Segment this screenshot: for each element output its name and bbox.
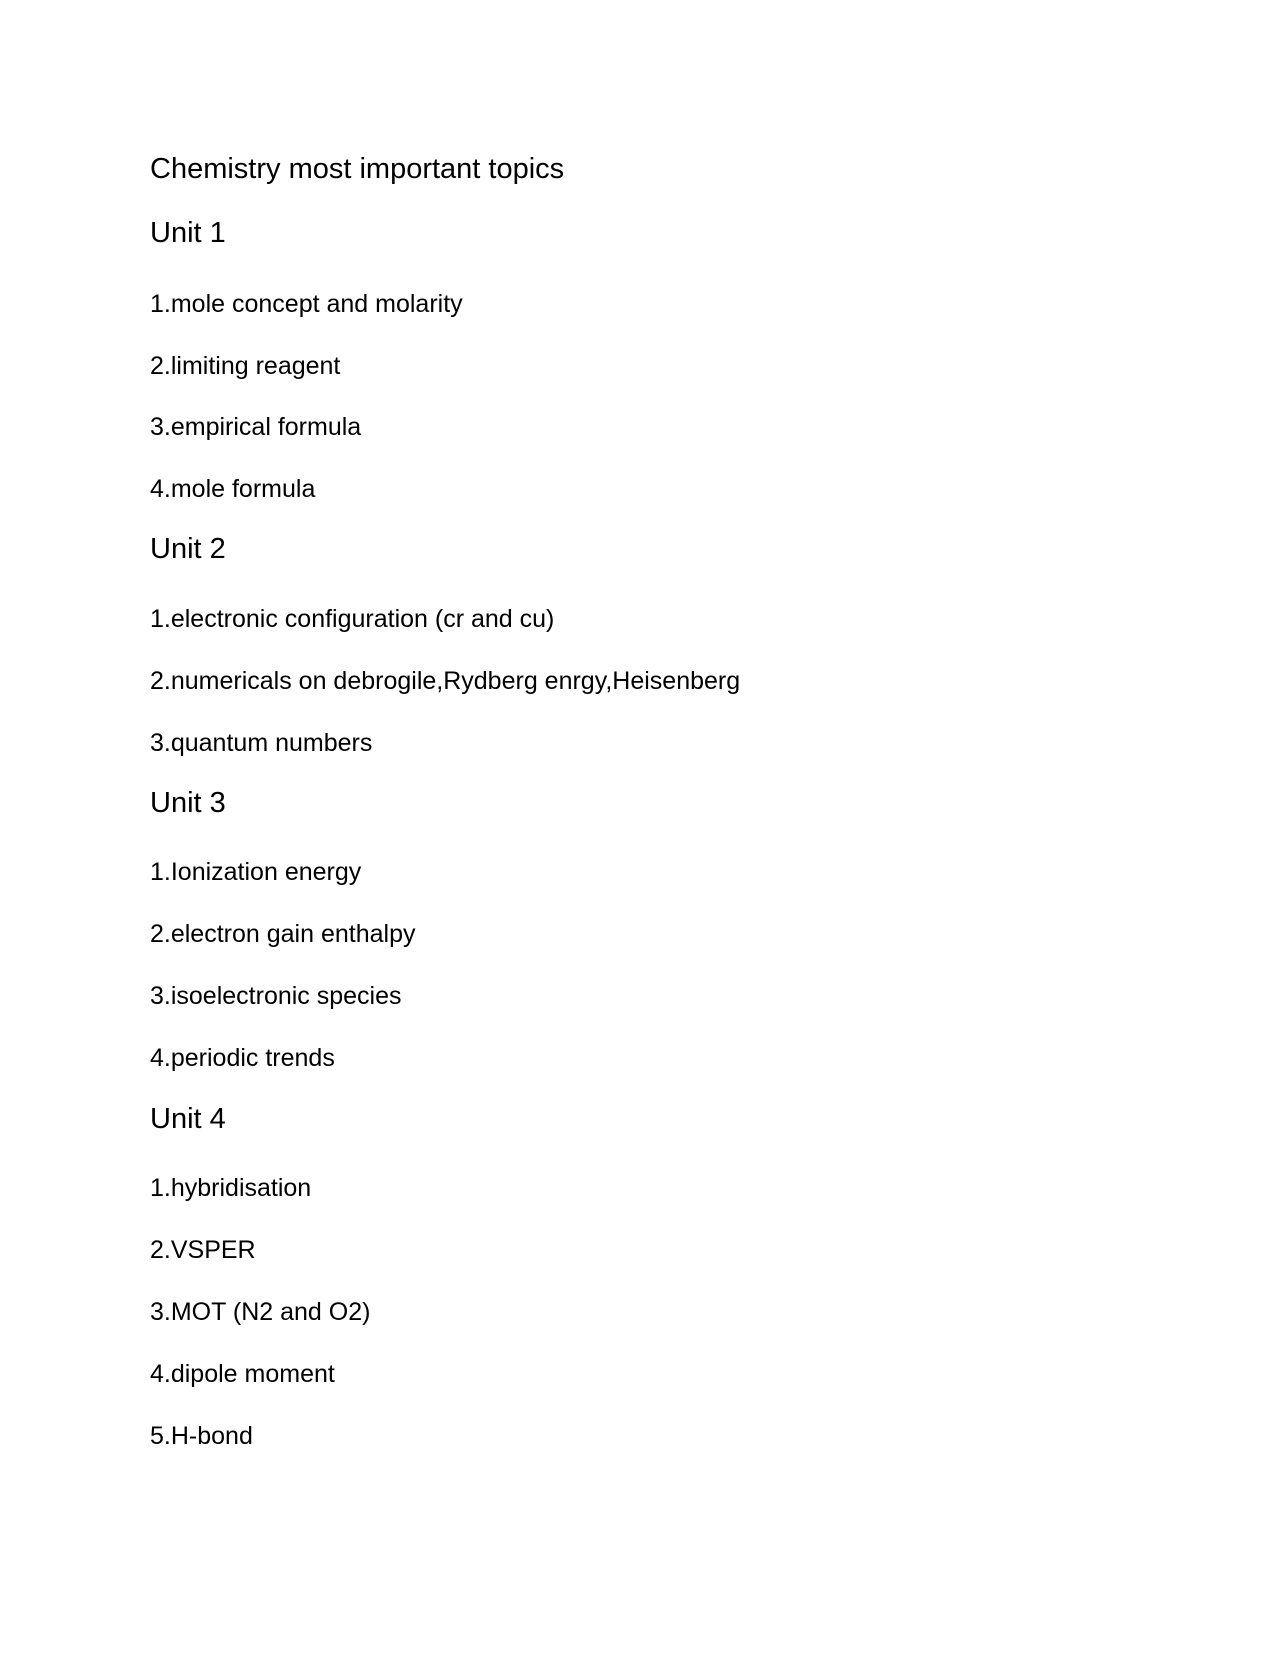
unit-heading: Unit 1 — [150, 217, 226, 249]
unit-heading: Unit 2 — [150, 533, 226, 565]
topic-item: 3.isoelectronic species — [150, 982, 402, 1010]
topic-item: 3.empirical formula — [150, 413, 362, 441]
topic-item: 4.dipole moment — [150, 1360, 335, 1388]
topic-item: 4.periodic trends — [150, 1044, 335, 1072]
unit-heading: Unit 4 — [150, 1103, 226, 1135]
topic-item: 1.mole concept and molarity — [150, 290, 463, 318]
topic-item: 4.mole formula — [150, 475, 316, 503]
unit-heading: Unit 3 — [150, 787, 226, 819]
topic-item: 2.numericals on debrogile,Rydberg enrgy,Heisenberg — [150, 667, 741, 695]
topic-item: 3.MOT (N2 and O2) — [150, 1298, 371, 1326]
topic-item: 2.limiting reagent — [150, 352, 341, 380]
topic-item: 1.hybridisation — [150, 1174, 312, 1202]
topic-item: 3.quantum numbers — [150, 729, 373, 757]
topic-item: 1.Ionization energy — [150, 858, 362, 886]
topic-item: 2.VSPER — [150, 1236, 256, 1264]
topic-item: 5.H-bond — [150, 1422, 253, 1450]
topic-item: 2.electron gain enthalpy — [150, 920, 416, 948]
topic-item: 1.electronic configuration (cr and cu) — [150, 605, 555, 633]
document-title: Chemistry most important topics — [150, 153, 565, 185]
